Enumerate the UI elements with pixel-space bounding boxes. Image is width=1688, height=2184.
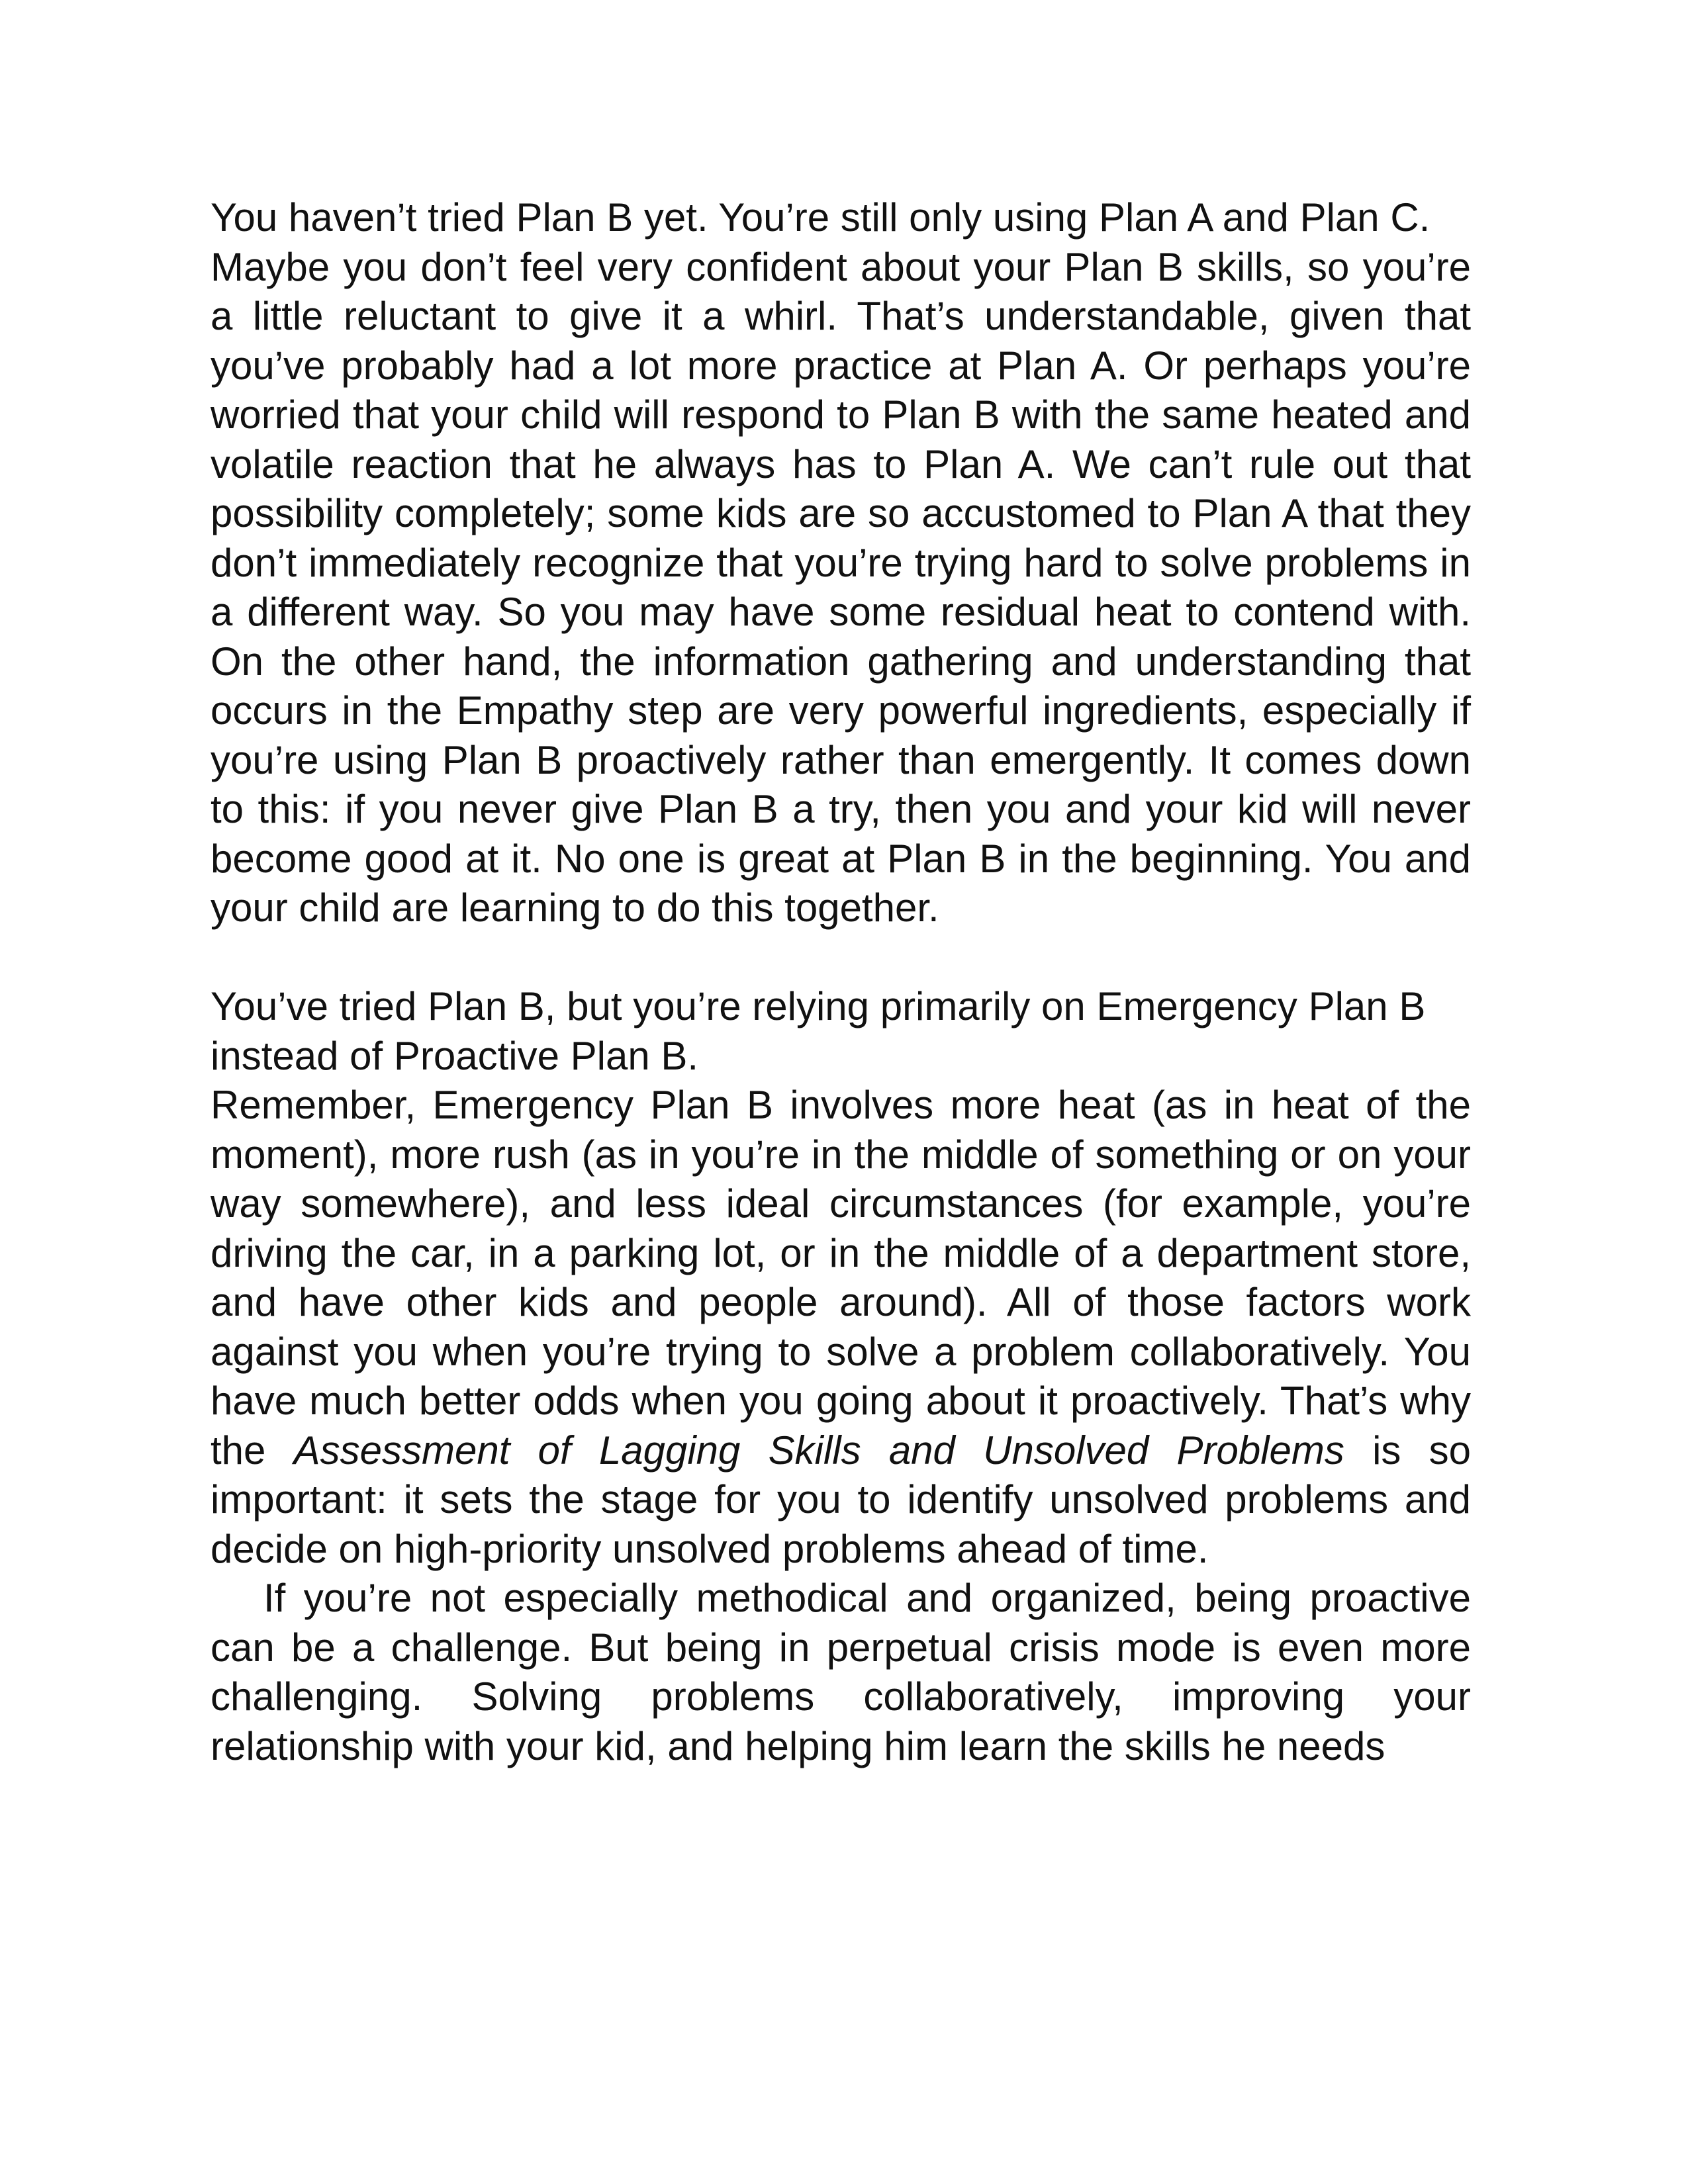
- section-body: Maybe you don’t feel very confident about your Plan B skills, so you’re a little reluctant to give it a whirl. That’s understandable, given that you’ve probably had a lot more practice at Plan A. Or perhaps you’re worried that your child will respond to Plan B with the same heated and volatile reaction that he always has to Plan A. We can’t rule out that possibility completely; some kids are so accustomed to Plan A that they don’t immediately recognize that you’re trying hard to solve problems in a different way. So you may have some residual heat to contend with. On the other hand, the information gathering and understanding that occurs in the Empathy step are very powerful ingredients, especially if you’re using Plan B proactively rather than emergently. It comes down to this: if you never give Plan B a try, then you and your kid will never become good at it. No one is great at Plan B in the beginning. You and your child are learning to do this together.: [211, 244, 1471, 930]
- section-paragraph: If you’re not especially methodical and organized, being proactive can be a challenge. But being in perpetual crisis mode is even more challenging. Solving problems collaboratively, improving your relationship with your kid, and helping him learn the skills he needs: [211, 1576, 1471, 1768]
- body-text: is so important: it sets the stage for you to identify unsolved problems and decide on high-priority unsolved problems ahead of time.: [211, 1428, 1471, 1571]
- section-emergency-plan-b: [211, 982, 1471, 1771]
- body-text: Remember, Emergency Plan B involves more heat (as in heat of the moment), more rush (as in you’re in the middle of something or on your way somewhere), and less ideal circumstances (for example, you’re driving the car, in a parking lot, or in the middle of a department store, and have other kids and people around). All of those factors work against you when you’re trying to solve a problem collaboratively. You have much better odds when you going about it proactively. That’s why the: [211, 1083, 1471, 1473]
- section-body: [211, 1081, 1471, 1574]
- section-heading: You haven’t tried Plan B yet. You’re still only using Plan A and Plan C.: [211, 195, 1430, 240]
- section-heading: You’ve tried Plan B, but you’re relying primarily on Emergency Plan B instead of Proactive Plan B.: [211, 984, 1426, 1078]
- section-plan-b-not-tried: [211, 193, 1471, 933]
- assessment-title: Assessment of Lagging Skills and Unsolved Problems: [293, 1428, 1344, 1473]
- section-gap: [211, 933, 1471, 983]
- document-page: [211, 193, 1471, 1771]
